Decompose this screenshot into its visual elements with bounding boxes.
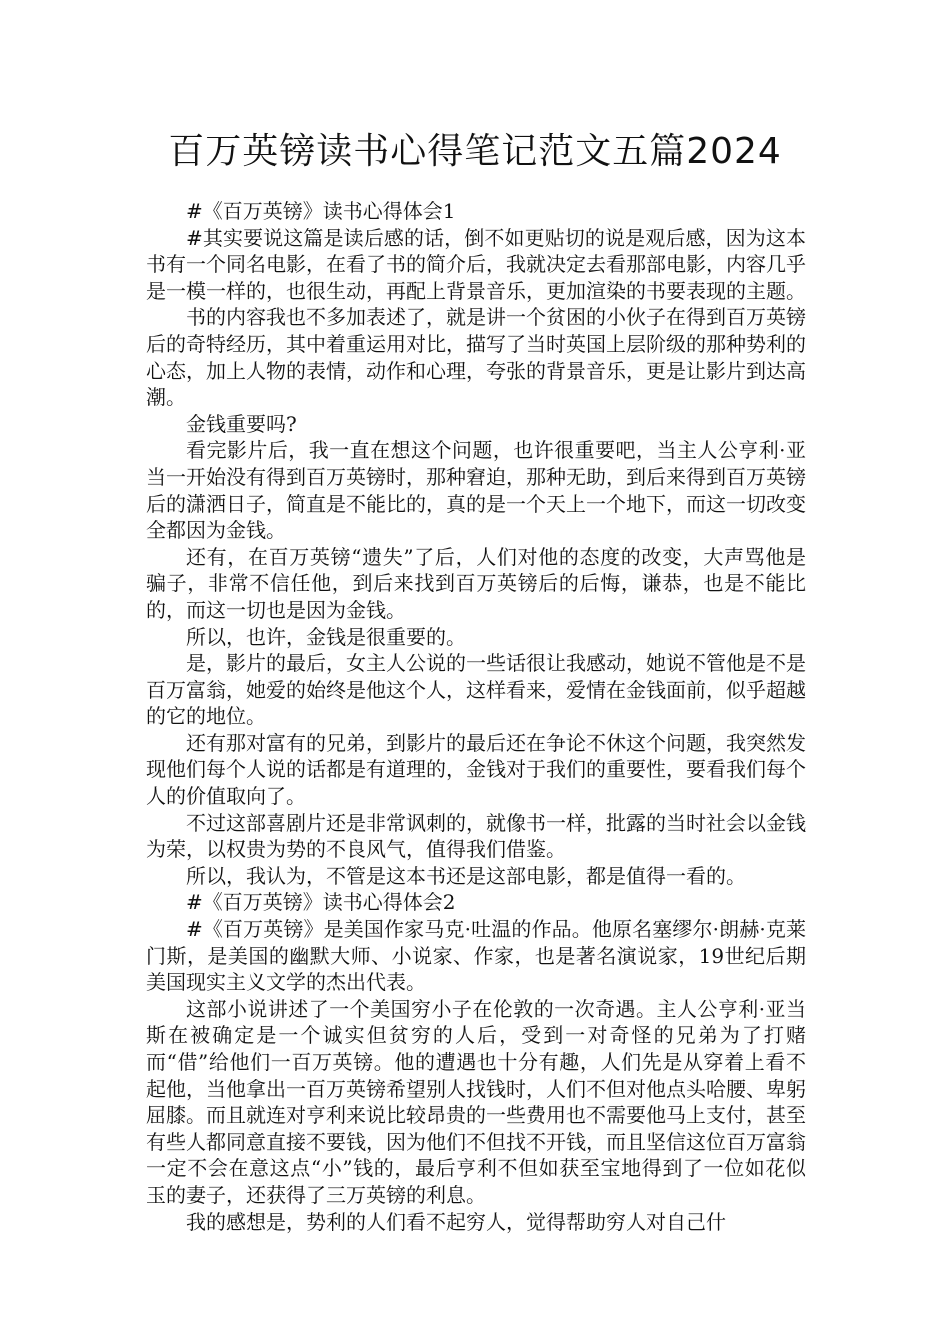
paragraph: 所以，也许，金钱是很重要的。: [186, 624, 466, 649]
paragraph: 还有那对富有的兄弟，到影片的最后还在争论不休这个问题，我突然发现他们每个人说的话都是有道理的，金钱对于我们的重要性，要看我们每个人的价值取向了。: [146, 730, 806, 809]
paragraph: 这部小说讲述了一个美国穷小子在伦敦的一次奇遇。主人公亨利·亚当斯在被确定是一个诚实但贫穷的人后，受到一对奇怪的兄弟为了打赌而“借”给他们一百万英镑。他的遭遇也十分有趣，人们先是从穿着上看不起他，当他拿出一百万英镑希望别人找钱时，人们不但对他点头哈腰、卑躬屈膝。而且就连对亨利来说比较昂贵的一些费用也不需要他马上支付，甚至有些人都同意直接不要钱，因为他们不但找不开钱，而且坚信这位百万富翁一定不会在意这点“小”钱的，最后亨利不但如获至宝地得到了一位如花似玉的妻子，还获得了三万英镑的利息。: [146, 996, 806, 1207]
paragraph: 看完影片后，我一直在想这个问题，也许很重要吧，当主人公亨利·亚当一开始没有得到百万英镑时，那种窘迫，那种无助，到后来得到百万英镑后的潇洒日子，简直是不能比的，真的是一个天上一个地下，而这一切改变全都因为金钱。: [146, 438, 806, 543]
document-title: 百万英镑读书心得笔记范文五篇2024: [168, 131, 782, 172]
paragraph: 还有，在百万英镑“遗失”了后，人们对他的态度的改变，大声骂他是骗子，非常不信任他，到后来找到百万英镑后的后悔，谦恭，也是不能比的，而这一切也是因为金钱。: [146, 544, 806, 622]
section-heading-2: #《百万英镑》读书心得体会2: [186, 890, 456, 915]
paragraph: 所以，我认为，不管是这本书还是这部电影，都是值得一看的。: [186, 863, 746, 888]
paragraph: 我的感想是，势利的人们看不起穷人，觉得帮助穷人对自己什: [186, 1209, 726, 1234]
paragraph: 不过这部喜剧片还是非常讽刺的，就像书一样，批露的当时社会以金钱为荣，以权贵为势的不良风气，值得我们借鉴。: [146, 810, 806, 862]
section-heading-1: #《百万英镑》读书心得体会1: [186, 199, 456, 223]
paragraph: 是，影片的最后，女主人公说的一些话很让我感动，她说不管他是不是百万富翁，她爱的始终是他这个人，这样看来，爱情在金钱面前，似乎超越的它的地位。: [146, 651, 806, 729]
document-body: [146, 198, 806, 1235]
paragraph: #其实要说这篇是读后感的话，倒不如更贴切的说是观后感，因为这本书有一个同名电影，在看了书的简介后，我就决定去看那部电影，内容几乎是一模一样的，也很生动，再配上背景音乐，更加渲染的书要表现的主题。: [146, 225, 806, 303]
paragraph: #《百万英镑》是美国作家马克·吐温的作品。他原名塞缪尔·朗赫·克莱门斯，是美国的幽默大师、小说家、作家，也是著名演说家，19世纪后期美国现实主义文学的杰出代表。: [146, 917, 806, 995]
paragraph: 书的内容我也不多加表述了，就是讲一个贫困的小伙子在得到百万英镑后的奇特经历，其中着重运用对比，描写了当时英国上层阶级的那种势利的心态，加上人物的表情，动作和心理，夸张的背景音乐，更是让影片到达高潮。: [146, 305, 806, 410]
paragraph: 金钱重要吗?: [186, 411, 297, 436]
